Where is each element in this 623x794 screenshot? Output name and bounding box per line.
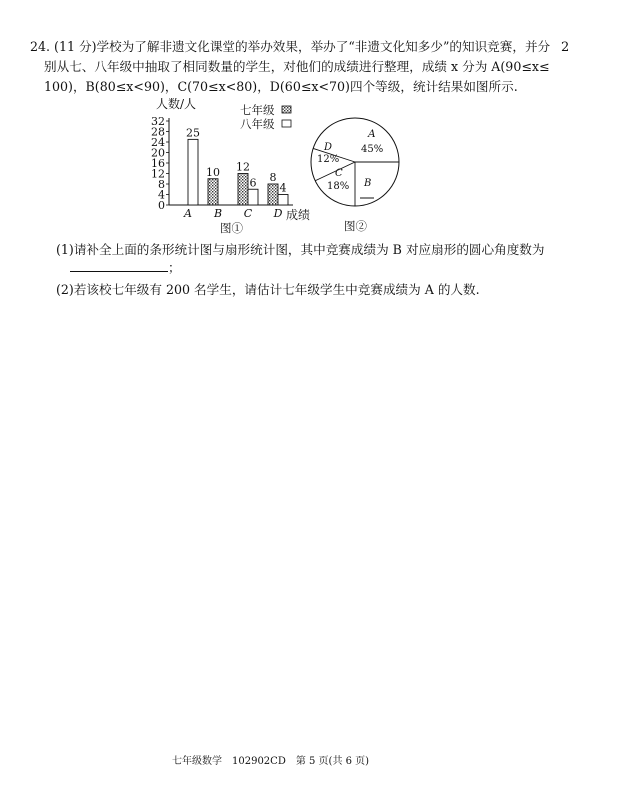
legend-label-grade7: 七年级: [240, 103, 275, 117]
bar-value-label: 12: [236, 160, 250, 174]
bar-grade8: [248, 189, 258, 205]
bar-grade7: [238, 174, 248, 206]
sub-question-2: (2)若该校七年级有 200 名学生，请估计七年级学生中竞赛成绩为 A 的人数.: [56, 282, 480, 297]
bar-value-label: 8: [269, 171, 277, 184]
pie-chart: [308, 108, 418, 234]
bar-grade8: [188, 139, 198, 205]
y-axis-label: 人数/人: [156, 98, 197, 111]
bar-value-label: 4: [279, 181, 287, 195]
sub-question-1-answer: [70, 259, 181, 276]
legend-swatch-grade8: [282, 120, 291, 127]
pie-label-c-percent: 18%: [327, 181, 350, 192]
question-line-3: 100)，B(80≤x<90)，C(70≤x<80)，D(60≤x<70)四个等级，统计结果如图所示.: [44, 79, 518, 94]
x-axis-label: 成绩: [286, 208, 311, 222]
answer-blank-tail: ；: [168, 260, 181, 275]
x-tick-label: C: [243, 207, 253, 220]
y-tick-label: 24: [151, 136, 165, 149]
y-tick-label: 28: [151, 125, 165, 139]
y-tick-label: 0: [158, 199, 165, 212]
x-tick-label: A: [184, 207, 192, 220]
answer-blank[interactable]: [70, 259, 168, 272]
pie-label-b: B: [364, 178, 372, 189]
pie-label-d-percent: 12%: [317, 154, 340, 165]
bar-grade8: [278, 195, 288, 206]
bar-grade7: [268, 184, 278, 205]
question-line-2: 别从七、八年级中抽取了相同数量的学生，对他们的成绩进行整理，成绩 x 分为 A(90≤x≤: [44, 59, 550, 74]
question-line-1: 24. (11 分)学校为了解非遗文化课堂的举办效果，举办了“非遗文化知多少”的知识竞赛，并分: [30, 39, 551, 54]
y-tick-label: 16: [151, 157, 165, 170]
y-tick-label: 8: [158, 178, 165, 191]
y-tick-label: 4: [158, 188, 165, 202]
y-tick-label: 12: [151, 167, 165, 181]
y-tick-label: 20: [151, 146, 165, 160]
y-tick-label: 32: [151, 115, 165, 128]
bar-grade7: [208, 179, 218, 205]
bar-chart-caption: 图①: [220, 221, 243, 234]
x-tick-label: B: [213, 207, 223, 220]
sub-question-1-text: (1)请补全上面的条形统计图与扇形统计图，其中竞赛成绩为 B 对应扇形的圆心角度数为: [56, 242, 545, 257]
bar-value-label: 10: [206, 165, 220, 179]
legend-label-grade8: 八年级: [240, 117, 275, 131]
page-number: 2: [561, 40, 570, 55]
sub-question-1: [56, 242, 544, 258]
legend-swatch-grade7: [282, 106, 291, 113]
pie-label-a-percent: 45%: [361, 144, 384, 155]
pie-chart-caption: 图②: [344, 219, 367, 233]
pie-label-a: A: [368, 128, 376, 140]
bar-value-label: 6: [249, 176, 257, 190]
pie-label-d: D: [324, 142, 333, 153]
bar-value-label: 25: [186, 126, 200, 140]
bar-chart: [140, 98, 320, 234]
pie-label-c: C: [335, 168, 343, 179]
x-tick-label: D: [273, 207, 283, 220]
page-footer: 七年级数学 102902CD 第 5 页(共 6 页): [172, 756, 370, 767]
